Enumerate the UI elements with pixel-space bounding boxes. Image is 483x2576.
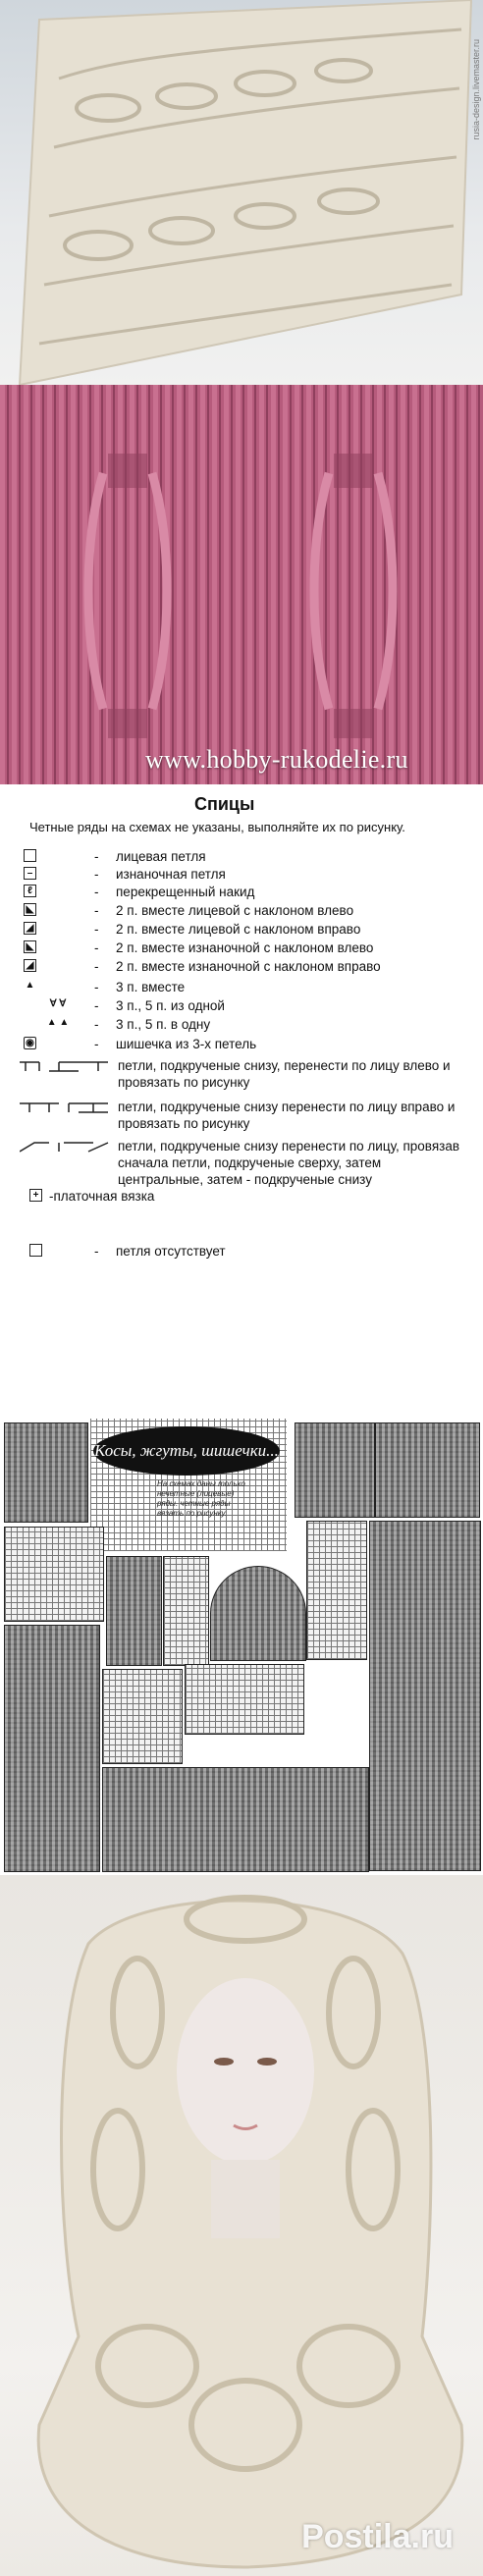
legend-item-text: петли, подкрученые снизу перенести по лицу вправо и провязать по рисунку (118, 1100, 456, 1131)
legend-item-text: петли, подкрученые снизу, перенести по лицу влево и провязать по рисунку (118, 1058, 451, 1090)
swatch-photo (375, 1422, 480, 1518)
legend-item-text: шишечка из 3-х петель (116, 1037, 257, 1051)
legend-item-text: лицевая петля (116, 849, 206, 864)
cable-center-icon (20, 1140, 118, 1154)
legend-item-text: перекрещенный накид (116, 885, 255, 899)
legend-subtitle: Четные ряды на схемах не указаны, выполняйте их по рисунку. (29, 820, 405, 834)
knit-stitch-icon (24, 849, 36, 862)
swatch-photo (102, 1767, 369, 1872)
legend-item-text: 2 п. вместе изнаночной с наклоном вправо (116, 959, 381, 974)
legend-item-text: петли, подкрученые снизу перенести по лицу, провязав сначала петли, подкрученые сверху, затем центральные, затем - подкрученые снизу (118, 1139, 460, 1187)
legend-item-text: 2 п. вместе изнаночной с наклоном влево (116, 940, 374, 955)
purl-stitch-icon: – (24, 867, 36, 880)
legend-item-text: -платочная вязка (49, 1189, 155, 1204)
photo-cream-cable-panel (0, 0, 483, 385)
collage-note: На схемах даны только нечетные (лицевые) ряды. четные ряды вязать по рисунку. (157, 1479, 245, 1518)
cable-panel-illustration (0, 0, 483, 385)
swatch-chart (4, 1527, 104, 1622)
p2tog-right-icon: ◢ (24, 959, 36, 972)
hood-illustration (0, 1875, 483, 2576)
legend-item-text: 3 п., 5 п. в одну (116, 1017, 211, 1032)
knitting-legend: Спицы Четные ряды на схемах не указаны, выполняйте их по рисунку. - лицевая петля – - изнаночная петля ℓ - перекрещенный накид ◣ - 2 п. вместе лицевой с наклоном влево ◢ - 2 п. вместе лицевой с наклоном вправо ◣ - 2 п. вместе изнаночной с наклоном влево ◢ - 2 п. вместе изнаночной с наклоном вправо ▲ - 3 п. вместе ∀ ∀ - 3 п., 5 п. из одной ▲ ▲ - 3 п., 5 п. в одну ◉ - шишечка из 3-х петель петли, подкрученые снизу, перенести по лицу влево и провязать по рисунку петли, подкрученые снизу перенести по лицу вправо и провязать по рисунку петли, подкрученые снизу перенести по лицу, провязав сначала петли, подкрученые сверху, затем центральные, затем - подкрученые снизу + -платочная вязка - петля отсутствует (0, 784, 483, 1419)
legend-title: Спицы (194, 794, 255, 814)
increase-icon: ∀ ∀ (49, 998, 67, 1009)
collage-banner: Косы, жгуты, шишечки... (93, 1426, 280, 1476)
legend-item-text: 3 п., 5 п. из одной (116, 998, 225, 1013)
vertical-credit: rusia-design.livemaster.ru (471, 39, 481, 140)
legend-item-text: 2 п. вместе лицевой с наклоном влево (116, 903, 354, 918)
swatch-chart (102, 1669, 183, 1764)
swatch-photo (295, 1422, 375, 1518)
cable-left-icon (20, 1059, 118, 1073)
swatch-photo (210, 1566, 306, 1661)
swatch-photo (4, 1422, 88, 1523)
legend-item-text: петля отсутствует (116, 1244, 226, 1259)
site-watermark: www.hobby-rukodelie.ru (145, 745, 408, 774)
k2tog-right-icon: ◢ (24, 922, 36, 935)
swatch-photo (369, 1521, 481, 1871)
postila-brand: Postila.ru (301, 2518, 454, 2555)
twisted-yarnover-icon: ℓ (24, 885, 36, 897)
photo-pink-cable-swatch (0, 385, 483, 784)
legend-item-text: 2 п. вместе лицевой с наклоном вправо (116, 922, 361, 937)
legend-item-text: изнаночная петля (116, 867, 226, 882)
swatch-chart (185, 1664, 304, 1735)
cable-right-icon (20, 1100, 118, 1114)
swatch-photo (4, 1625, 100, 1872)
pink-rib-texture (0, 385, 483, 784)
swatch-chart (163, 1556, 209, 1666)
no-stitch-icon (29, 1244, 42, 1257)
swatch-chart (306, 1521, 367, 1660)
garter-stitch-icon: + (29, 1189, 42, 1202)
k3tog-icon: ▲ (25, 980, 35, 991)
legend-item-text: 3 п. вместе (116, 980, 186, 994)
p2tog-left-icon: ◣ (24, 940, 36, 953)
bobble-icon: ◉ (24, 1037, 36, 1049)
photo-hood-mannequin (0, 1875, 483, 2576)
decrease-icon: ▲ ▲ (46, 1017, 70, 1028)
swatch-photo (106, 1556, 162, 1666)
pattern-collage (0, 1419, 483, 1875)
k2tog-left-icon: ◣ (24, 903, 36, 916)
